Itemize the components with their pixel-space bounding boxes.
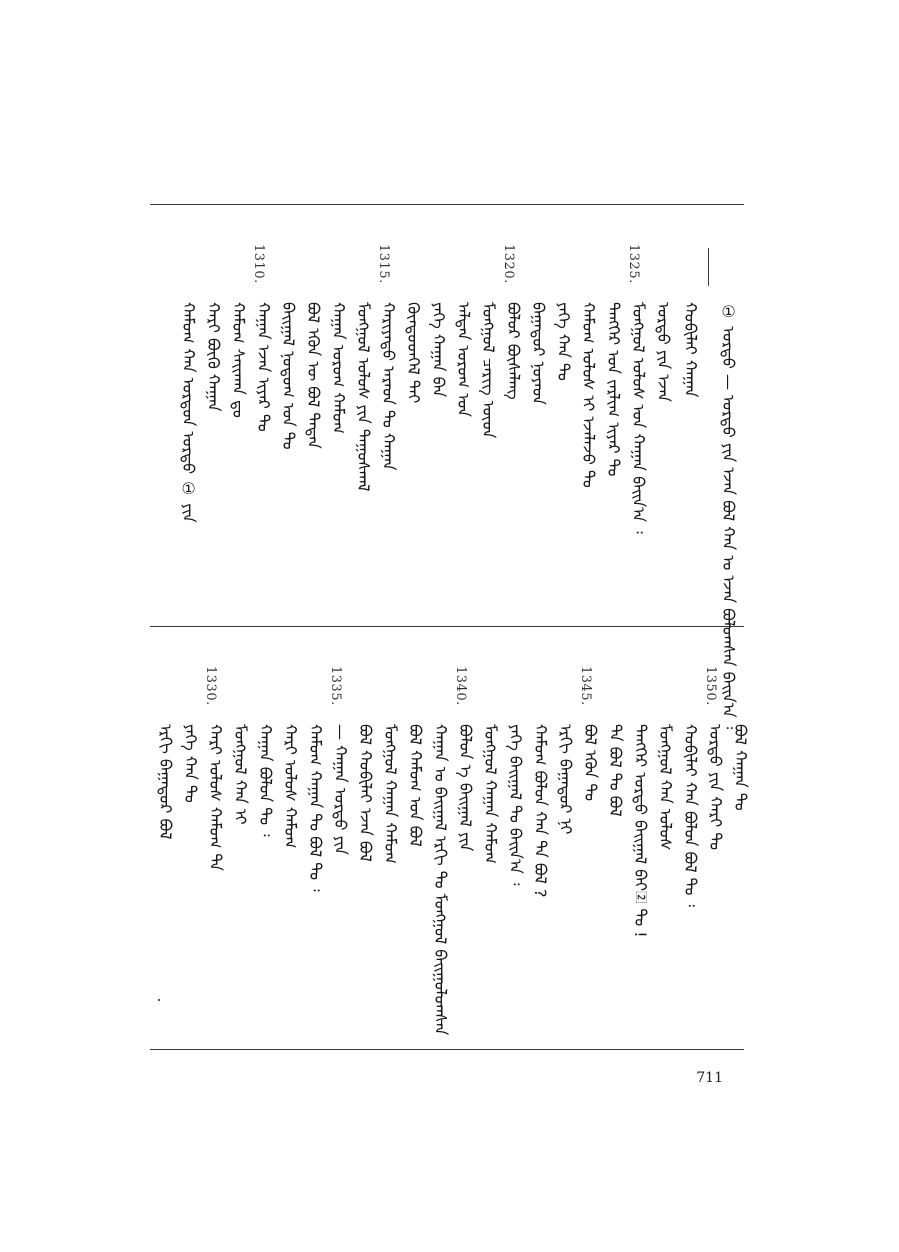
page-number: 711 (696, 1070, 723, 1086)
verse-line: ᠪᠣᠯᠤᠨ ᠡ ᠪᠠᠢᠭᠠᠯ ᠶᠢᠨ (456, 724, 475, 852)
stray-mark (158, 999, 160, 1001)
verse-line: ᠬᠠᠭᠠᠨ ᠤ ᠪᠠᠢᠭᠠᠯ ᠡᠷᠬᠢ ᠲᠤ ᠮᠣᠩᠭᠣᠯ ᠪᠠᠢᠭᠤᠯᠤᠭᠰᠠᠨ (431, 724, 450, 1036)
section-divider-rule (150, 626, 744, 627)
footnote-rule (708, 248, 709, 286)
verse-line: ᠬᠠᠷᠢ ᠤᠯᠤᠰ ᠬᠠᠮᠤᠭ ᠲᠡ (206, 724, 225, 871)
verse-line: ᠡᠷᠬᠢ ᠪᠠᠭᠠᠲᠤᠷ ᠪᠣᠯ (156, 724, 175, 840)
bottom-rule (150, 1049, 744, 1050)
line-number: 1345. (578, 666, 593, 706)
verse-line: ᠲᠡᠩᠭᠡᠷ ᠤᠨ ᠵᠠᠷᠯᠢᠭ ᠢᠶᠠᠷ ᠲᠤ (604, 302, 623, 477)
verse-line: ᠪᠣᠯ ᠡᠭᠦᠨ ᠦ ᠪᠣᠯ ᠲᠡᠳᠡᠨ (304, 302, 323, 449)
verse-line: ᠶᠡᠬᠡ ᠬᠠᠨ ᠲᠤ (554, 302, 573, 381)
verse-line: ᠬᠠᠭᠠᠨ ᠪᠣᠯᠤᠨ ᠲᠤ ᠄ (256, 724, 275, 837)
verse-line: ᠪᠣᠯ ᠬᠤᠪᠢᠯᠠᠢ ᠡᠵᠡᠨ ᠪᠣᠯ (356, 724, 375, 862)
verse-line: ᠪᠣᠯᠤᠷ ᠪᠦᠰᠡᠯᠡᠩ (504, 302, 523, 400)
verse-line: ᠶᠡᠬᠡ ᠪᠠᠢᠭᠠᠯ ᠲᠤ ᠪᠠᠢᠨ᠎ᠠ ᠄ (506, 724, 525, 886)
line-number: 1310. (251, 244, 266, 284)
verse-line: ᠣᠷᠳᠤ ᠶᠢᠨ ᠬᠠᠷᠢ ᠲᠤ (706, 724, 725, 851)
verse-line: ᠬᠠᠭᠠᠨ ᠡᠵᠡᠨ ᠢᠶᠠᠷ ᠲᠤ (254, 302, 273, 432)
line-number: 1340. (453, 666, 468, 706)
verse-line: ᠲᠡ ᠪᠣᠯ ᠲᠤ ᠪᠣᠯ (606, 724, 625, 817)
footnote-marker: ① (719, 302, 738, 321)
line-number: 1350. (703, 666, 718, 706)
verse-line: ᠣᠷᠳᠤ ᠶᠢᠨ ᠡᠵᠡᠨ (654, 302, 673, 403)
verse-line: ᠠᠯᠲᠠᠨ ᠤᠷᠤᠭ ᠤᠨ (454, 302, 473, 417)
verse-line: ᠲᠡᠩᠭᠡᠷ ᠣᠷᠳᠤ ᠪᠠᠢᠭᠠᠯ ᠪᠠᠢ᠌ ᠲᠤ ! (631, 724, 650, 938)
verse-line: ᠡᠷᠬᠢ ᠪᠠᠭᠠᠲᠤᠷ ᠨᠢ (556, 724, 575, 835)
verse-line: ᠪᠠᠢᠭᠠᠯ ᠨᠣᠲᠤᠭ ᠤᠨ ᠲᠤ (279, 302, 298, 450)
verse-line: ᠬᠠᠷᠢ ᠤᠯᠤᠰ ᠬᠠᠮᠤᠭ (281, 724, 300, 849)
verse-line: ᠮᠣᠩᠭᠣᠯ ᠴᠡᠷᠢᠭ ᠦᠳ (479, 302, 498, 439)
verse-line: ᠬᠠᠮᠤᠭ ᠬᠠᠨ ᠣᠷᠳᠤᠨ ᠣᠷᠳᠤ ① ᠶᠢᠨ (179, 302, 198, 523)
verse-line: ᠬᠠᠮᠤᠭ ᠰᠠᠢᠬᠠᠨ ᠳᠤ (229, 302, 248, 418)
verse-line: ᠮᠣᠩᠭᠣᠯ ᠬᠠᠨ ᠢ (231, 724, 250, 825)
verse-line: ᠪᠣᠯ ᠬᠠᠮᠤᠭ ᠤᠨ ᠪᠣᠯ (406, 724, 425, 847)
verse-line: ᠮᠣᠩᠭᠣᠯ ᠬᠠᠨ ᠤᠯᠤᠰ (656, 724, 675, 851)
verse-line: ᠬᠤᠪᠢᠯᠠᠢ ᠬᠠᠭᠠᠨ (681, 302, 700, 398)
verse-line: ᠬᠠᠮᠤᠭ ᠤᠯᠤᠰ ᠢ ᠡᠵᠡᠯᠡᠵᠦ ᠲᠤ (579, 302, 598, 488)
footnote-text: ᠣᠷᠳᠤ — ᠣᠷᠳᠤ ᠶᠢᠨ ᠡᠵᠡᠨ ᠪᠣᠯ ᠬᠠᠨ ᠤ ᠡᠵᠡᠨ ᠪᠣᠯᠤᠭᠰᠠᠨ ᠪᠠᠢᠨ᠎ᠠ ᠄ (719, 326, 738, 730)
verse-line: ᠶᠡᠬᠡ ᠬᠠᠭᠠᠨ ᠪᠠᠨ (429, 302, 448, 398)
line-number: 1325. (626, 244, 641, 284)
verse-line: ᠪᠠᠭᠠᠲᠤᠷ ᠨᠣᠶᠠᠳ (529, 302, 548, 405)
verse-line: ᠬᠤᠪᠢᠯᠠᠢ ᠬᠠᠨ ᠪᠣᠯᠤᠨ ᠪᠣᠯ ᠲᠤ ᠄ (681, 724, 700, 907)
footnote (716, 302, 740, 729)
verse-line: ᠶᠡᠬᠡ ᠬᠠᠨ ᠲᠤ (181, 724, 200, 803)
verse-line: ᠬᠠᠮᠤᠭ ᠪᠣᠯᠤᠨ ᠬᠠᠨ ᠲᠡ ᠪᠣᠯ ? (531, 724, 550, 898)
line-number: 1315. (376, 244, 391, 284)
verse-line: ᠮᠣᠩᠭᠣᠯ ᠬᠠᠭᠠᠨ ᠬᠠᠮᠤᠭ (381, 724, 400, 864)
verse-line: ᠮᠣᠩᠭᠣᠯ ᠤᠯᠤᠰ ᠤᠨ ᠬᠠᠭᠠᠨ ᠪᠠᠢᠨ᠎ᠠ ᠄ (629, 302, 648, 534)
verse-line: — ᠬᠠᠭᠠᠨ ᠣᠷᠳᠤ ᠶᠢᠨ (331, 724, 350, 855)
verse-line: ᠬᠠᠭᠠᠨ ᠤᠷᠤᠭ ᠬᠠᠮᠤᠭ (329, 302, 348, 434)
verse-line: ᠮᠣᠩᠭᠣᠯ ᠤᠯᠤᠰ ᠶᠢᠨ ᠳᠠᠭᠤᠰᠬᠠᠯ (354, 302, 373, 492)
verse-line: ᠮᠣᠩᠭᠣᠯ ᠬᠠᠭᠠᠨ ᠬᠠᠮᠤᠭ (481, 724, 500, 864)
top-rule (150, 204, 744, 205)
verse-line: ᠪᠣᠯ ᠬᠠᠭᠠᠨ ᠲᠤ (731, 724, 750, 811)
verse-line: ᠬᠠᠷᠢᠶᠠᠲᠤ ᠠᠷᠠᠳ ᠲᠤ ᠬᠠᠭᠠᠨ (379, 302, 398, 471)
verse-line: ᠬᠠᠷᠢ ᠪᠦᠬᠦ ᠬᠠᠭᠠᠨ (204, 302, 223, 412)
verse-line: ᠪᠣᠯ ᠡᠭᠦᠨ ᠲᠤ (581, 724, 600, 802)
verse-line: ᠬᠦᠨᠳᠦᠳᠬᠡᠯ ᠲᠡᠢ (404, 302, 423, 404)
line-number: 1330. (203, 666, 218, 706)
line-number: 1335. (328, 666, 343, 706)
verse-line: ᠬᠠᠮᠤᠭ ᠬᠠᠭᠠᠨ ᠲᠤ ᠪᠣᠯ ᠲᠤ ᠄ (306, 724, 325, 892)
line-number: 1320. (501, 244, 516, 284)
